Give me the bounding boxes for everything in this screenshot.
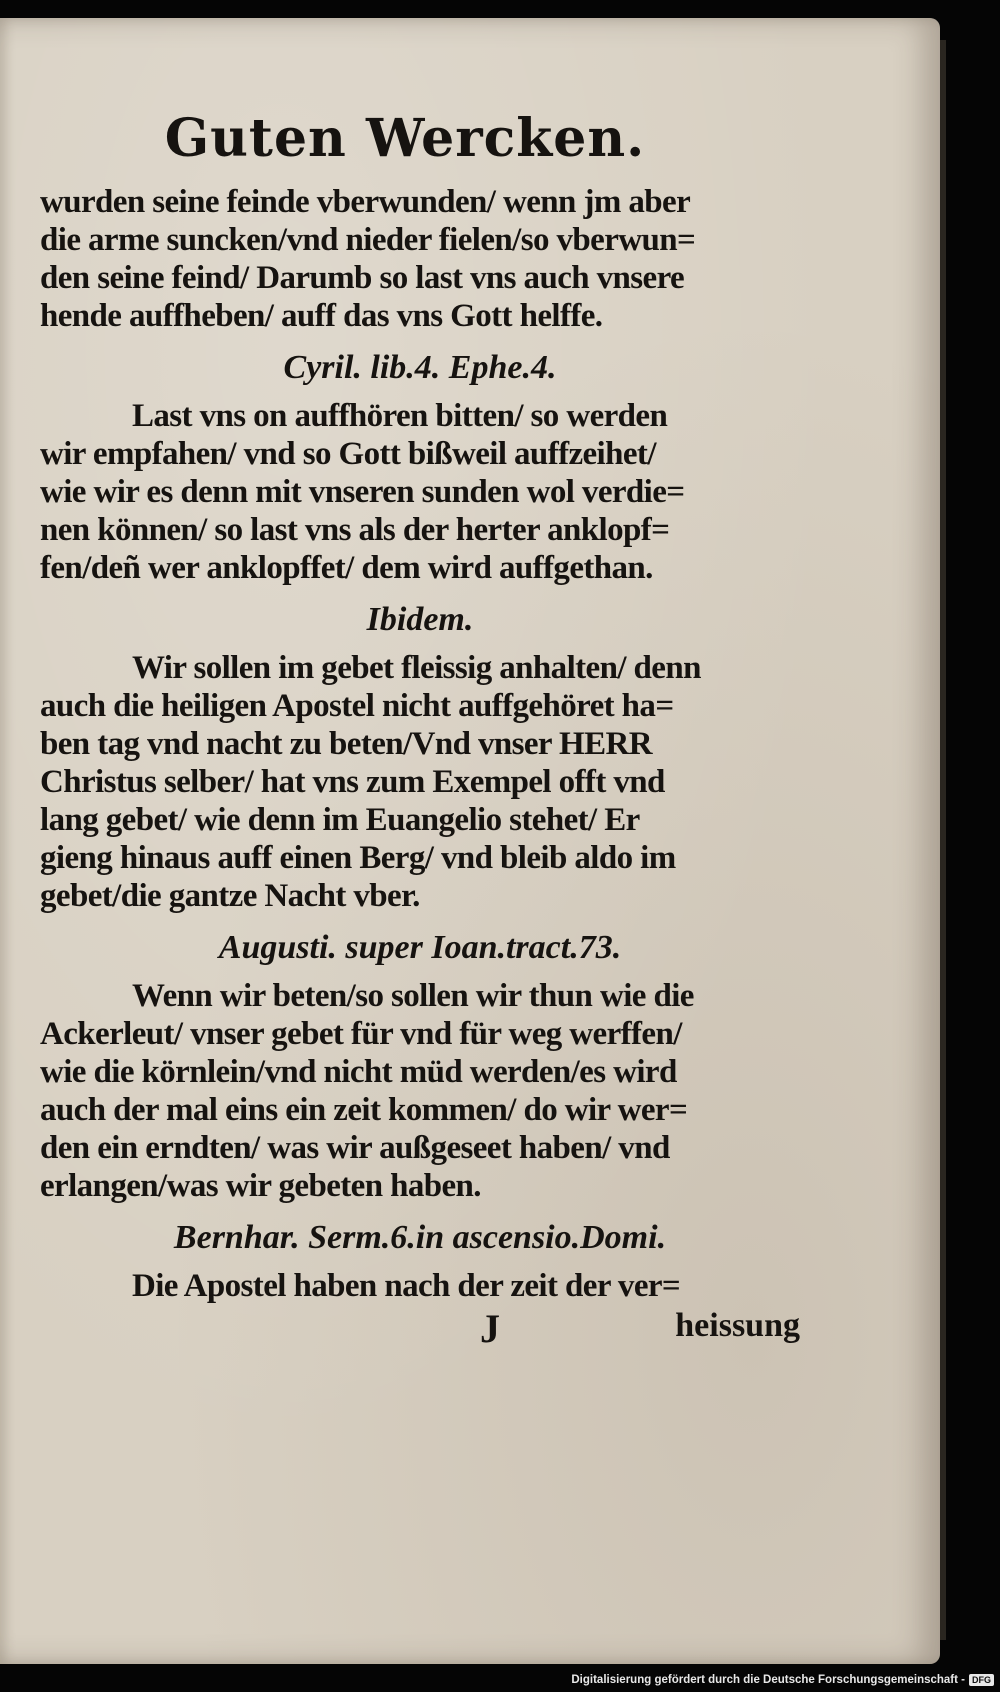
text-line: lang gebet/ wie denn im Euangelio stehet/ Er bbox=[40, 802, 640, 839]
text-line: fen/deñ wer anklopffet/ dem wird auffgethan. bbox=[40, 550, 653, 587]
catchword: heissung bbox=[675, 1307, 800, 1345]
text-line: wie wir es denn mit vnseren sunden wol verdie= bbox=[40, 474, 685, 511]
credit-text: Digitalisierung gefördert durch die Deutsche Forschungsgemeinschaft - bbox=[571, 1674, 965, 1686]
text-line: die arme suncken/vnd nieder fielen/so vberwun= bbox=[40, 222, 696, 259]
citation-cyril: Cyril. lib.4. Ephe.4. bbox=[283, 349, 557, 387]
text-line: erlangen/was wir gebeten haben. bbox=[40, 1168, 481, 1205]
paragraph-4 bbox=[40, 977, 800, 1205]
citation-ibidem: Ibidem. bbox=[366, 601, 474, 639]
text-line: ben tag vnd nacht zu beten/Vnd vnser HERR bbox=[40, 726, 652, 763]
citation-augustine: Augusti. super Ioan.tract.73. bbox=[218, 929, 622, 967]
paragraph-2 bbox=[40, 397, 800, 587]
running-head: Guten Wercken. bbox=[164, 108, 646, 169]
text-line: nen können/ so last vns als der herter anklopf= bbox=[40, 512, 670, 549]
text-line: wurden seine feinde vberwunden/ wenn jm aber bbox=[40, 184, 691, 221]
paragraph-5 bbox=[40, 1267, 800, 1305]
text-line: Ackerleut/ vnser gebet für vnd für weg werffen/ bbox=[40, 1016, 682, 1053]
text-line: wir empfahen/ vnd so Gott bißweil auffzeihet/ bbox=[40, 436, 656, 473]
text-line: auch die heiligen Apostel nicht auffgehöret ha= bbox=[40, 688, 674, 725]
text-line: Wenn wir beten/so sollen wir thun wie die bbox=[132, 978, 694, 1015]
paragraph-1 bbox=[40, 183, 800, 335]
signature-mark: J bbox=[480, 1306, 500, 1352]
text-line: Christus selber/ hat vns zum Exempel offt vnd bbox=[40, 764, 665, 801]
digitization-credit bbox=[571, 1674, 994, 1686]
text-line: gebet/die gantze Nacht vber. bbox=[40, 878, 420, 915]
text-line: hende auffheben/ auff das vns Gott helffe. bbox=[40, 298, 603, 335]
text-line: Last vns on auffhören bitten/ so werden bbox=[132, 398, 668, 435]
text-line: wie die körnlein/vnd nicht müd werden/es wird bbox=[40, 1054, 677, 1091]
paragraph-3 bbox=[40, 649, 800, 915]
text-line: gieng hinaus auff einen Berg/ vnd bleib aldo im bbox=[40, 840, 676, 877]
text-line: Die Apostel haben nach der zeit der ver= bbox=[132, 1268, 681, 1305]
text-line: den ein erndten/ was wir außgeseet haben/ vnd bbox=[40, 1130, 670, 1167]
citation-bernhard: Bernhar. Serm.6.in ascensio.Domi. bbox=[173, 1219, 667, 1257]
page-footer bbox=[40, 1305, 800, 1352]
text-line: den seine feind/ Darumb so last vns auch vnsere bbox=[40, 260, 685, 297]
dfg-logo-icon: DFG bbox=[969, 1674, 994, 1686]
text-block bbox=[40, 108, 800, 1352]
text-line: auch der mal eins ein zeit kommen/ do wir wer= bbox=[40, 1092, 688, 1129]
text-line: Wir sollen im gebet fleissig anhalten/ denn bbox=[132, 650, 701, 687]
page-edge bbox=[940, 40, 946, 1640]
